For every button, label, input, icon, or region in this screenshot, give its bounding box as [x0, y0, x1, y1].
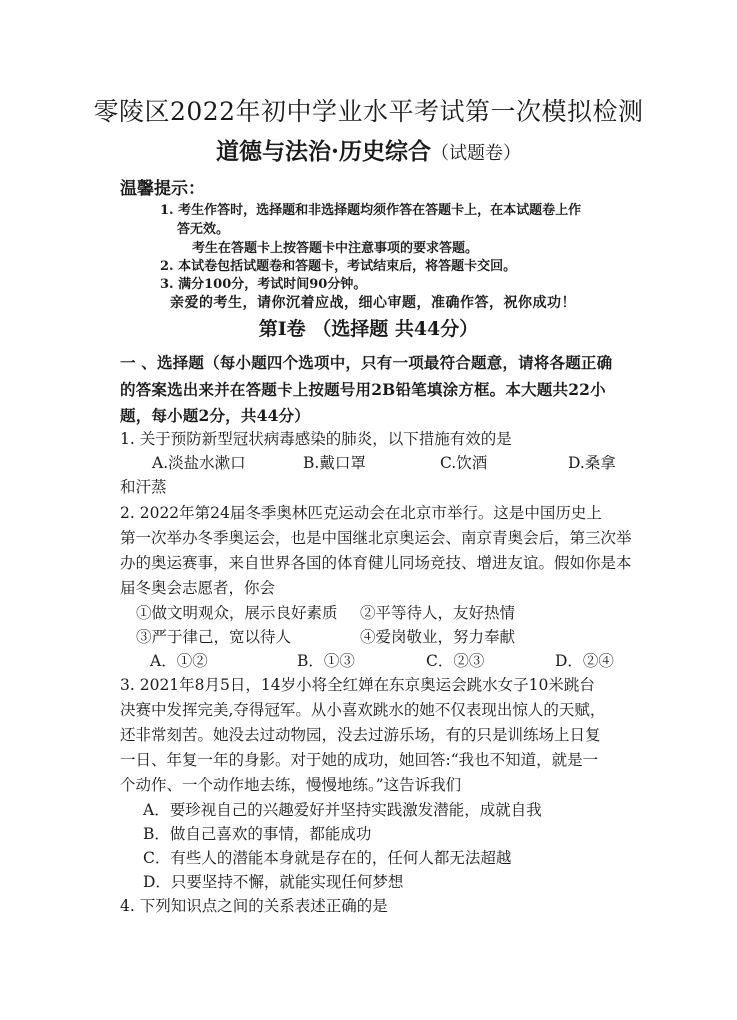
q3-option-b: B．做自己喜欢的事情，都能成功 — [143, 825, 372, 843]
q3-option-a: A．要珍视自己的兴趣爱好并坚持实践激发潜能，成就自我 — [143, 801, 542, 819]
section-instructions: （每小题四个选项中，只有一项最符合题意，请将各题正确的答案选出来并在答题卡上按题号用2B铅笔填涂方框。本大题共22小题，每小题2分，共44分） — [120, 353, 613, 425]
section-label: 一 、选择题 — [120, 353, 205, 372]
q3-option-d: D．只要坚持不懈，就能实现任何梦想 — [143, 873, 404, 891]
q3-line-2: 决赛中发挥完美,夺得冠军。从小喜欢跳水的她不仅表现出惊人的天赋， — [120, 701, 606, 719]
q2-option-a: A．①② — [150, 652, 208, 670]
tips-heading: 温馨提示： — [120, 179, 205, 199]
q1-option-d-cont: 和汗蒸 — [120, 478, 167, 496]
q3-line-3: 还非常刻苦。她没去过动物园，没去过游乐场，有的只是训练场上日复 — [120, 726, 601, 744]
q3-option-c: C．有些人的潜能本身就是存在的，任何人都无法超越 — [143, 849, 512, 867]
q2-option-c: C．②③ — [426, 652, 485, 670]
tip-item-2: 2. 本试卷包括试题卷和答题卡，考试结束后，将答题卡交回。 — [160, 259, 517, 274]
q2-statement-3: ③严于律己，宽以待人 — [136, 628, 292, 646]
q2-line-1: 2. 2022年第24届冬季奥林匹克运动会在北京市举行。这是中国历史上 — [120, 504, 602, 522]
encouragement: 亲爱的考生，请你沉着应战，细心审题，准确作答，祝你成功！ — [170, 295, 576, 311]
q2-line-3: 办的奥运赛事，来自世界各国的体育健儿同场竞技、增进友谊。假如你是本 — [120, 554, 632, 572]
tip-item-3: 3. 满分100分，考试时间90分钟。 — [160, 277, 367, 292]
tip-item-1-cont: 答无效。 — [177, 222, 230, 237]
q1-option-c: C.饮酒 — [440, 454, 488, 472]
tip-item-1: 1. 考生作答时，选择题和非选择题均须作答在答题卡上，在本试题卷上作 — [160, 203, 582, 218]
exam-title: 零陵区2022年初中学业水平考试第一次模拟检测 — [93, 97, 644, 126]
q2-option-b: B．①③ — [297, 652, 355, 670]
subject-suffix: （试题卷） — [431, 143, 521, 164]
q2-line-2: 第一次举办冬季奥运会，也是中国继北京奥运会、南京青奥会后，第三次举 — [120, 529, 632, 547]
q3-line-4: 一日、年复一年的身影。对于她的成功，她回答:“我也不知道，就是一 — [120, 751, 599, 769]
q1-option-b: B.戴口罩 — [303, 454, 366, 472]
q2-statement-4: ④爱岗敬业，努力奉献 — [360, 628, 516, 646]
q2-statement-2: ②平等待人，友好热情 — [360, 604, 516, 622]
subject-name: 道德与法治·历史综合 — [215, 138, 431, 165]
q1-option-a: A.淡盐水漱口 — [152, 454, 246, 472]
section-heading — [120, 350, 620, 430]
q3-line-5: 个动作、一个动作地去练，慢慢地练。”这告诉我们 — [120, 776, 462, 794]
subject-title — [0, 133, 737, 166]
q1-stem: 1. 关于预防新型冠状病毒感染的肺炎，以下措施有效的是 — [120, 430, 512, 448]
volume-title: 第Ⅰ卷 （选择题 共44分） — [258, 318, 479, 340]
q2-line-4: 届冬奥会志愿者，你会 — [120, 579, 276, 597]
q1-option-d: D.桑拿 — [568, 454, 616, 472]
q3-line-1: 3. 2021年8月5日，14岁小将全红婵在东京奥运会跳水女子10米跳台 — [120, 676, 595, 694]
q2-option-d: D．②④ — [555, 652, 614, 670]
q4-stem: 4. 下列知识点之间的关系表述正确的是 — [120, 897, 388, 915]
q2-statement-1: ①做文明观众，展示良好素质 — [136, 604, 338, 622]
tip-item-1-note: 考生在答题卡上按答题卡中注意事项的要求答题。 — [192, 241, 479, 256]
